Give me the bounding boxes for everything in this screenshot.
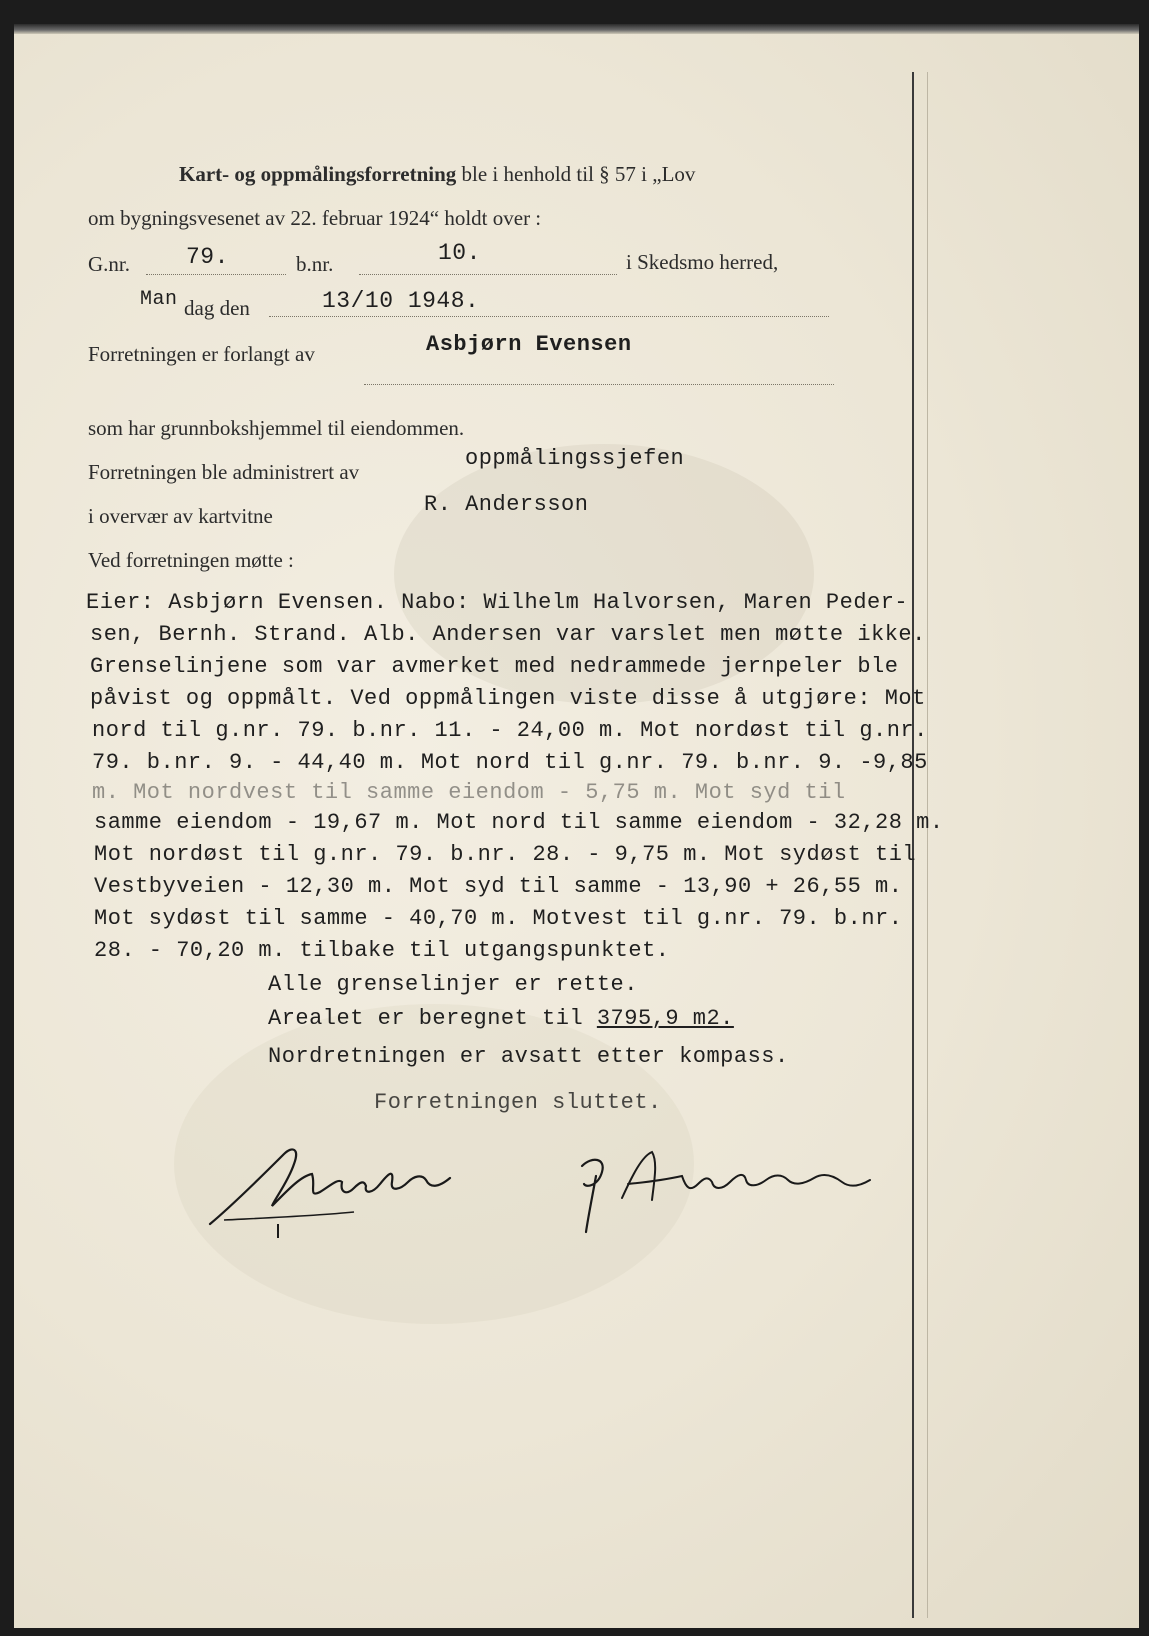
body-line: Grenselinjene som var avmerket med nedrammede jernpeler ble: [90, 654, 899, 679]
form-heading: [179, 162, 695, 187]
body-line: Vestbyveien - 12,30 m. Mot syd til samme - 13,90 + 26,55 m.: [94, 874, 903, 899]
signature-right: [562, 1136, 882, 1236]
weekday-printed: dag den: [184, 296, 250, 320]
date-value: 13/10 1948.: [322, 288, 480, 314]
ownership-line: som har grunnbokshjemmel til eiendommen.: [88, 416, 465, 440]
form-heading-line2: om bygningsvesenet av 22. februar 1924“ holdt over :: [88, 206, 542, 230]
closing-line-2: [268, 1006, 734, 1031]
body-line: påvist og oppmålt. Ved oppmålingen viste disse å utgjøre: Mot: [90, 686, 926, 711]
body-line: sen, Bernh. Strand. Alb. Andersen var varslet men møtte ikke.: [90, 622, 926, 647]
gnr-value: 79.: [186, 244, 229, 270]
signature-left: [204, 1134, 484, 1244]
area-prefix: Arealet er beregnet til: [268, 1006, 597, 1031]
body-line: nord til g.nr. 79. b.nr. 11. - 24,00 m. Mot nordøst til g.nr.: [92, 718, 928, 743]
gnr-fill-line: [146, 274, 286, 275]
area-value: 3795,9 m2.: [596, 1006, 734, 1031]
attended-label: Ved forretningen møtte :: [88, 548, 294, 572]
requested-label: Forretningen er forlangt av: [88, 342, 315, 366]
form-heading-bold: Kart- og oppmålingsforretning: [179, 162, 457, 186]
witness-label: i overvær av kartvitne: [88, 504, 273, 528]
administered-value: oppmålingssjefen: [465, 446, 685, 471]
body-line: samme eiendom - 19,67 m. Mot nord til samme eiendom - 32,28 m.: [94, 810, 944, 835]
bnr-label: b.nr.: [296, 252, 334, 276]
herred-text: i Skedsmo herred,: [626, 250, 779, 274]
bnr-fill-line: [359, 274, 617, 275]
scan-top-edge: [14, 24, 1139, 34]
body-line: Mot sydøst til samme - 40,70 m. Motvest til g.nr. 79. b.nr.: [94, 906, 903, 931]
closing-line-1: Alle grenselinjer er rette.: [268, 972, 638, 997]
administered-label: Forretningen ble administrert av: [88, 460, 360, 484]
weekday-typed: Man: [140, 288, 178, 311]
body-line: 79. b.nr. 9. - 44,40 m. Mot nord til g.nr. 79. b.nr. 9. -9,85: [92, 750, 928, 775]
witness-value: R. Andersson: [424, 492, 589, 517]
document-page: [14, 24, 1139, 1628]
form-heading-rest: ble i henhold til § 57 i „Lov: [461, 162, 696, 186]
body-line: Mot nordøst til g.nr. 79. b.nr. 28. - 9,75 m. Mot sydøst til: [94, 842, 917, 867]
body-line: Eier: Asbjørn Evensen. Nabo: Wilhelm Halvorsen, Maren Peder-: [86, 590, 909, 615]
binding-shadow: [927, 72, 928, 1618]
requested-value: Asbjørn Evensen: [426, 332, 632, 357]
gnr-label: G.nr.: [88, 252, 130, 276]
body-line-faded: m. Mot nordvest til samme eiendom - 5,75 m. Mot syd til: [92, 780, 846, 805]
closing-line-3: Nordretningen er avsatt etter kompass.: [268, 1044, 789, 1069]
closing-line-4: Forretningen sluttet.: [374, 1090, 662, 1115]
body-line: 28. - 70,20 m. tilbake til utgangspunktet.: [94, 938, 670, 963]
requested-fill-line: [364, 384, 834, 385]
date-fill-line: [269, 316, 829, 317]
bnr-value: 10.: [438, 240, 481, 266]
